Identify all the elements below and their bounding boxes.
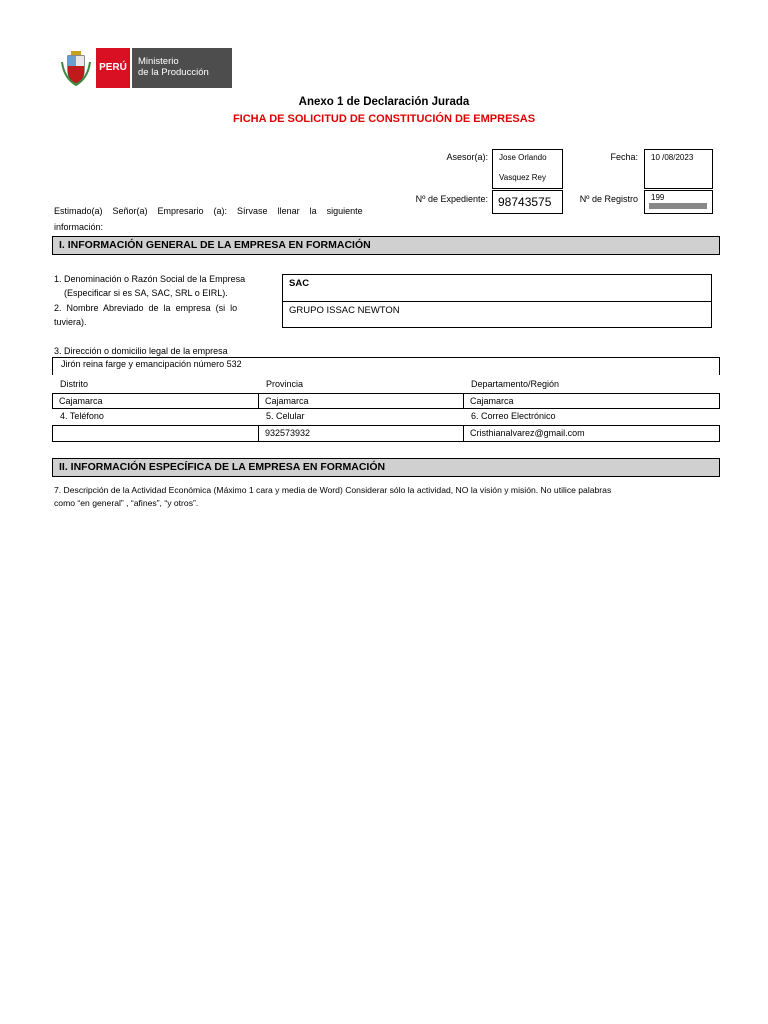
ministry-block [132,48,232,88]
section2-title: II. INFORMACIÓN ESPECÍFICA DE LA EMPRESA EN FORMACIÓN [52,458,720,477]
page-subtitle: FICHA DE SOLICITUD DE CONSTITUCIÓN DE EMPRESAS [232,113,536,125]
asesor-label: Asesor(a): [446,152,488,162]
q3-label: 3. Dirección o domicilio legal de la empresa [54,346,228,356]
provincia-label: Provincia [266,379,304,389]
page-title: Anexo 1 de Declaración Jurada [298,96,470,108]
q7-label-line1: 7. Descripción de la Actividad Económica (Máximo 1 cara y media de Word) Considerar sólo la actividad, NO la visión y misión. No utilice palabras [54,485,612,495]
fecha-label: Fecha: [610,152,638,162]
logo-ministry-line1: Ministerio [138,56,179,67]
section1-title: I. INFORMACIÓN GENERAL DE LA EMPRESA EN FORMACIÓN [52,236,720,255]
correo-label: 6. Correo Electrónico [471,411,556,421]
asesor-value-line2: Vasquez Rey [499,173,546,182]
q2-label-line1: 2. Nombre Abreviado de la empresa (si lo [54,303,238,313]
departamento-value: Cajamarca [470,396,514,406]
peru-flag-block [96,48,130,88]
provincia-value: Cajamarca [265,396,309,406]
q2-field[interactable] [282,301,712,328]
intro-line1: Estimado(a) Señor(a) Empresario (a): Sírvase llenar la siguiente [54,206,363,216]
distrito-field[interactable] [52,393,259,409]
fecha-field[interactable] [644,149,713,189]
departamento-field[interactable] [463,393,720,409]
peru-logo [60,48,232,88]
logo-ministry-line2: de la Producción [138,67,209,78]
expediente-label: Nº de Expediente: [415,194,488,204]
q1-field[interactable] [282,274,712,302]
celular-value: 932573932 [265,428,311,438]
registro-label: Nº de Registro [579,194,638,204]
q2-value: GRUPO ISSAC NEWTON [289,305,400,316]
expediente-field[interactable] [492,190,563,214]
distrito-label: Distrito [60,379,89,389]
telefono-field[interactable] [52,425,259,442]
q2-label-line2: tuviera). [54,317,87,327]
registro-value: 199 [651,193,665,202]
q1-label-line2: (Especificar si es SA, SAC, SRL o EIRL). [64,288,228,298]
expediente-value: 98743575 [498,195,552,209]
q3-field[interactable] [52,357,720,375]
departamento-label: Departamento/Región [471,379,560,389]
fecha-value: 10 /08/2023 [651,153,694,162]
registro-field[interactable] [644,190,713,214]
q1-value: SAC [289,278,310,289]
distrito-value: Cajamarca [59,396,103,406]
logo-country: PERÚ [99,62,127,73]
celular-field[interactable] [258,425,464,442]
celular-label: 5. Celular [266,411,305,421]
provincia-field[interactable] [258,393,464,409]
q7-label-line2: como “en general” , “afines”, “y otros”. [54,498,199,508]
q3-value: Jirón reina farge y emancipación número 532 [61,359,242,369]
correo-field[interactable] [463,425,720,442]
asesor-field[interactable] [492,149,563,189]
telefono-label: 4. Teléfono [60,411,104,421]
q1-label-line1: 1. Denominación o Razón Social de la Empresa [54,274,246,284]
intro-line2: información: [54,222,104,232]
correo-value: Cristhianalvarez@gmail.com [470,428,585,438]
coat-of-arms-icon [60,50,92,86]
registro-redaction [649,203,707,209]
asesor-value-line1: Jose Orlando [499,153,547,162]
